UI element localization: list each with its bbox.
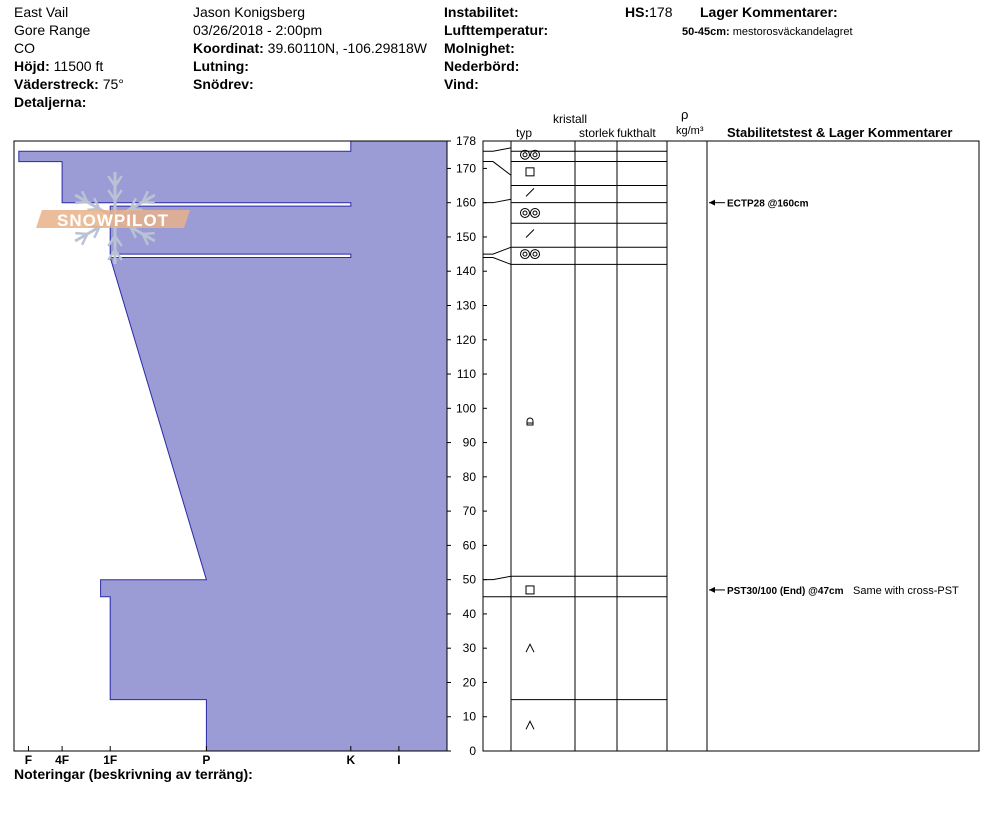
grain-slash bbox=[526, 188, 534, 196]
datetime: 03/26/2018 - 2:00pm bbox=[193, 22, 323, 38]
grain-depth-hoar bbox=[526, 644, 534, 652]
elevation-label: Höjd: bbox=[14, 58, 50, 74]
height-axis bbox=[447, 134, 487, 758]
aspect-label: Väderstreck: bbox=[14, 76, 99, 92]
y-tick-label: 150 bbox=[455, 229, 476, 244]
col-rho: ρ bbox=[681, 107, 689, 122]
grain-circle bbox=[521, 208, 530, 217]
precip-label: Nederbörd: bbox=[444, 58, 520, 74]
y-tick-label: 90 bbox=[462, 435, 476, 450]
layer-connector bbox=[483, 148, 511, 151]
airtemp-label: Lufttemperatur: bbox=[444, 22, 549, 38]
grain-depth-hoar bbox=[526, 721, 534, 729]
grain-symbols bbox=[521, 150, 540, 729]
y-tick-label: 40 bbox=[462, 606, 476, 621]
y-tick-label: 70 bbox=[462, 504, 476, 519]
grain-circle bbox=[531, 208, 540, 217]
test-comment: Same with cross-PST bbox=[853, 584, 959, 597]
instability-label: Instabilitet: bbox=[444, 4, 519, 20]
grain-circle-inner bbox=[523, 252, 527, 256]
y-tick-label: 20 bbox=[462, 675, 476, 690]
stability-tests bbox=[709, 199, 959, 597]
grain-circle-inner bbox=[533, 252, 537, 256]
test-label: PST30/100 (End) @47cm bbox=[727, 585, 844, 597]
layer-connector bbox=[483, 199, 511, 202]
snowflake-branch bbox=[131, 209, 143, 210]
hs-value: 178 bbox=[649, 4, 673, 20]
grain-circle bbox=[531, 250, 540, 259]
y-tick-label: 178 bbox=[455, 134, 476, 148]
sky-label: Molnighet: bbox=[444, 40, 515, 56]
grain-faceted-crystals bbox=[526, 586, 534, 594]
y-tick-label: 120 bbox=[455, 332, 476, 347]
layer-connector bbox=[483, 162, 511, 176]
y-tick-label: 0 bbox=[469, 744, 476, 758]
test-arrow-head bbox=[709, 587, 715, 593]
col-size: storlek bbox=[579, 126, 615, 140]
mountain-range: Gore Range bbox=[14, 22, 91, 38]
grain-rounded-grains bbox=[521, 208, 540, 217]
x-tick-label: K bbox=[346, 753, 356, 767]
logo-text: SNOWPILOT bbox=[57, 211, 169, 230]
snowflake-branch bbox=[143, 233, 155, 234]
hs-label: HS: bbox=[625, 4, 650, 20]
y-tick-label: 160 bbox=[455, 195, 476, 210]
snowflake-branch bbox=[75, 202, 87, 203]
grain-caret bbox=[526, 644, 534, 652]
layer-comment-range: 50-45cm: bbox=[682, 26, 730, 38]
layer-connector bbox=[483, 576, 511, 579]
grain-faceted-crystals bbox=[526, 168, 534, 176]
grain-circle bbox=[521, 250, 530, 259]
col-stability: Stabilitetstest & Lager Kommentarer bbox=[727, 125, 953, 140]
y-tick-label: 140 bbox=[455, 264, 476, 279]
grain-square bbox=[526, 168, 534, 176]
x-tick-label: 4F bbox=[55, 753, 70, 767]
y-tick-label: 10 bbox=[462, 709, 476, 724]
grain-rounded-grains bbox=[521, 250, 540, 259]
x-tick-label: P bbox=[202, 753, 211, 767]
observer: Jason Konigsberg bbox=[193, 4, 306, 20]
grain-slash bbox=[526, 230, 534, 238]
x-tick-label: F bbox=[24, 753, 33, 767]
coord-label: Koordinat: bbox=[193, 40, 264, 56]
grain-precipitation-particles bbox=[526, 230, 534, 238]
y-tick-label: 80 bbox=[462, 469, 476, 484]
layer-comments-label: Lager Kommentarer: bbox=[700, 4, 838, 20]
layer-connector bbox=[483, 247, 511, 254]
notes-label: Noteringar (beskrivning av terräng): bbox=[14, 766, 253, 782]
slope-label: Lutning: bbox=[193, 58, 249, 74]
layer-table-frame bbox=[483, 141, 979, 751]
snowflake-branch bbox=[87, 209, 99, 210]
wind-label: Vind: bbox=[444, 76, 479, 92]
grain-caret bbox=[526, 721, 534, 729]
col-moisture: fukthalt bbox=[617, 126, 656, 140]
col-crystal: kristall bbox=[553, 112, 588, 126]
layer-connector bbox=[483, 258, 511, 265]
col-type: typ bbox=[516, 126, 533, 140]
snowflake-branch bbox=[75, 233, 87, 234]
aspect-value: 75° bbox=[102, 76, 124, 92]
location: East Vail bbox=[14, 4, 69, 20]
col-density-unit: kg/m³ bbox=[676, 125, 704, 137]
grain-circle-inner bbox=[523, 153, 527, 157]
grain-square bbox=[526, 586, 534, 594]
grain-melt-freeze bbox=[527, 418, 533, 425]
grain-circle-inner bbox=[523, 211, 527, 215]
layer-comment-text: mestorosväckandelagret bbox=[732, 26, 853, 38]
y-tick-label: 110 bbox=[456, 367, 476, 382]
state: CO bbox=[14, 40, 35, 56]
y-tick-label: 100 bbox=[455, 401, 476, 416]
elevation-value: 11500 ft bbox=[53, 58, 104, 74]
y-tick-label: 30 bbox=[462, 641, 476, 656]
y-tick-label: 170 bbox=[455, 161, 476, 176]
drift-label: Snödrev: bbox=[193, 76, 254, 92]
snowflake-branch bbox=[143, 202, 155, 203]
grain-cap bbox=[527, 418, 533, 425]
coord-value: 39.60110N, -106.29818W bbox=[267, 40, 427, 56]
x-tick-label: 1F bbox=[103, 753, 118, 767]
grain-circle-inner bbox=[533, 211, 537, 215]
details-label: Detaljerna: bbox=[14, 94, 87, 110]
y-tick-label: 50 bbox=[462, 572, 476, 587]
test-label: ECTP28 @160cm bbox=[727, 198, 809, 210]
grain-circle-inner bbox=[533, 153, 537, 157]
test-arrow-head bbox=[709, 200, 715, 206]
grain-precipitation-particles bbox=[526, 188, 534, 196]
x-tick-label: I bbox=[397, 753, 401, 767]
y-tick-label: 60 bbox=[462, 538, 476, 553]
y-tick-label: 130 bbox=[455, 298, 476, 313]
